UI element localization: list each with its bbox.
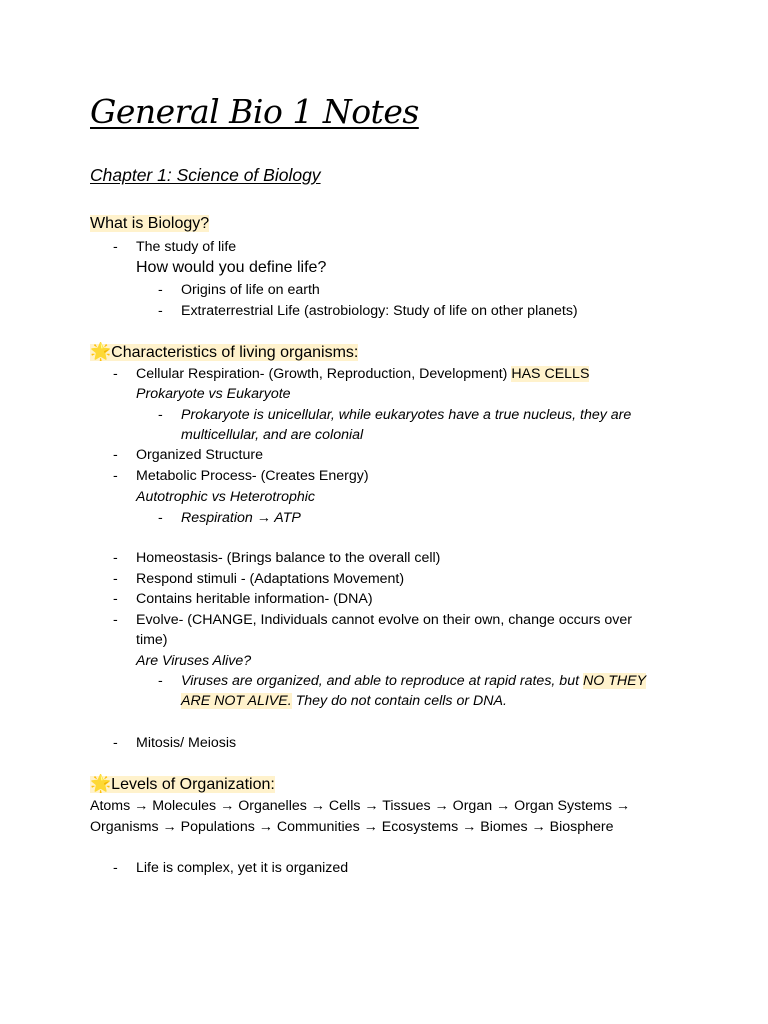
bullet-dash: - xyxy=(158,510,163,526)
sun-icon: 🌟 xyxy=(90,342,112,361)
sub-heading: Autotrophic vs Heterotrophic xyxy=(136,489,316,505)
bullet-dash: - xyxy=(113,860,118,876)
bullet-dash: - xyxy=(113,468,118,484)
bullet-dash: - xyxy=(113,612,118,628)
highlight-not-alive: ARE NOT ALIVE. xyxy=(181,693,292,709)
list-item: Contains heritable information- (DNA) xyxy=(136,591,373,607)
list-item: Metabolic Process- (Creates Energy) xyxy=(136,468,369,484)
list-item: Evolve- (CHANGE, Individuals cannot evolve on their own, change occurs over xyxy=(136,612,633,628)
list-item: Homeostasis- (Brings balance to the overall cell) xyxy=(136,550,441,566)
bullet-dash: - xyxy=(113,735,118,751)
levels-line: Atoms → Molecules → Organelles → Cells → Tissues → Organ → Organ Systems → xyxy=(90,798,631,814)
levels-line: Organisms → Populations → Communities → Ecosystems → Biomes → Biosphere xyxy=(90,819,614,835)
note-line: Prokaryote is unicellular, while eukaryotes have a true nucleus, they are xyxy=(181,407,632,423)
highlight-has-cells: HAS CELLS xyxy=(511,366,590,382)
sun-icon: 🌟 xyxy=(90,774,112,793)
section-heading-characteristics: 🌟Characteristics of living organisms: xyxy=(90,342,359,361)
section-heading-levels: 🌟Levels of Organization: xyxy=(90,774,275,793)
bullet-dash: - xyxy=(158,303,163,319)
note-line: Viruses are organized, and able to reproduce at rapid rates, but NO THEY xyxy=(181,673,647,689)
list-item: Mitosis/ Meiosis xyxy=(136,735,237,751)
bullet-dash: - xyxy=(158,407,163,423)
bullet-dash: - xyxy=(113,591,118,607)
bullet-dash: - xyxy=(113,447,118,463)
sub-heading: Are Viruses Alive? xyxy=(136,653,252,669)
list-item: Organized Structure xyxy=(136,447,263,463)
highlight-not-alive: NO THEY xyxy=(582,673,647,689)
list-item: The study of life xyxy=(136,239,237,255)
page-title: General Bio 1 Notes xyxy=(90,92,419,131)
bullet-dash: - xyxy=(113,550,118,566)
list-item: Extraterrestrial Life (astrobiology: Study of life on other planets) xyxy=(181,303,578,319)
list-item: Respond stimuli - (Adaptations Movement) xyxy=(136,571,405,587)
section-heading-what-is-biology: What is Biology? xyxy=(90,215,210,232)
bullet-dash: - xyxy=(113,571,118,587)
list-item: Life is complex, yet it is organized xyxy=(136,860,349,876)
list-item: Cellular Respiration- (Growth, Reproduction, Development) HAS CELLS xyxy=(136,366,590,382)
bullet-dash: - xyxy=(158,673,163,689)
bullet-dash: - xyxy=(113,239,118,255)
bullet-dash: - xyxy=(113,366,118,382)
question-text: How would you define life? xyxy=(136,259,327,276)
list-item: Origins of life on earth xyxy=(181,282,320,298)
note-line: multicellular, and are colonial xyxy=(181,427,364,443)
note-line: Respiration → ATP xyxy=(181,510,301,526)
bullet-dash: - xyxy=(158,282,163,298)
list-item-continued: time) xyxy=(136,632,168,648)
sub-heading: Prokaryote vs Eukaryote xyxy=(136,386,291,402)
chapter-heading: Chapter 1: Science of Biology xyxy=(90,165,321,185)
note-line: ARE NOT ALIVE. They do not contain cells or DNA. xyxy=(181,693,507,709)
